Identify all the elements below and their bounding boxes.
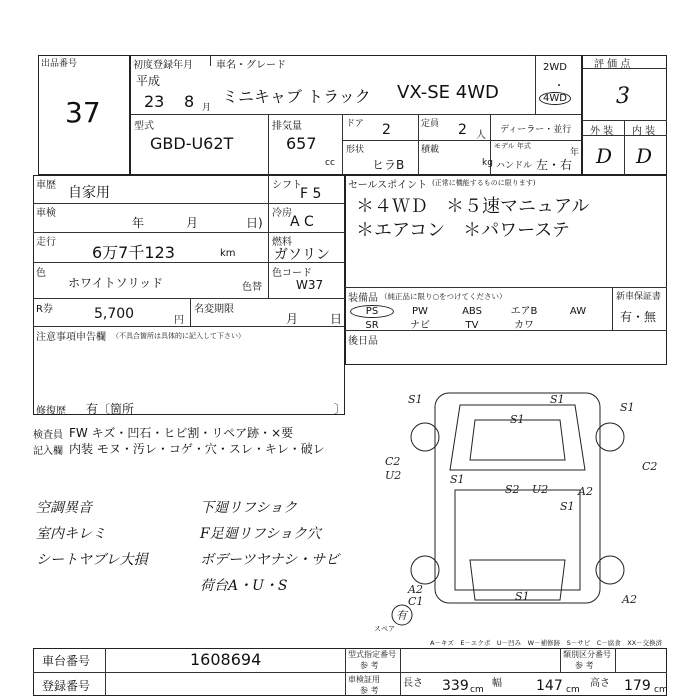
handwritten-right <box>200 495 380 599</box>
recycle-unit: 円 <box>174 315 184 326</box>
cert-sub: 参 考 <box>360 686 379 695</box>
mark-9: U2 <box>385 469 402 482</box>
inspector-label2: 記入欄 <box>33 446 63 457</box>
reg-label: 初度登録年月 <box>133 60 193 71</box>
disp-unit: cc <box>325 158 335 168</box>
rating-ext-label: 外 装 <box>590 126 614 137</box>
vehicle-diagram <box>380 375 670 630</box>
sales-line2: ＊エアコン ＊パワーステ <box>356 220 570 241</box>
reg-era: 平成 <box>136 74 161 88</box>
ac-label: 冷房 <box>272 208 292 219</box>
reg-expiry-month: 月 <box>286 312 299 326</box>
inspector-line2: 内装 モヌ・汚レ・コゲ・穴・スレ・キレ・破レ <box>69 442 325 456</box>
shape-label: 形状 <box>346 145 365 155</box>
inspector-label1: 検査員 <box>33 430 63 441</box>
cap-unit: 人 <box>476 130 486 141</box>
chassis-value: 1608694 <box>190 650 262 669</box>
class-no-label: 類別区分番号 <box>563 650 611 659</box>
inspection-year: 年 <box>132 216 145 230</box>
model-label: 車名・グレード <box>216 60 286 71</box>
height-value: 179 <box>624 678 651 694</box>
repair-value: 有〔箇所 <box>86 402 135 416</box>
dealer-label: ディーラー・並行 <box>500 125 572 135</box>
rating-score: 3 <box>616 84 630 109</box>
model-name: ミニキャブ トラック <box>222 87 371 106</box>
mark-7: A2 <box>578 485 593 498</box>
warranty-value: 有・無 <box>620 310 657 324</box>
model-year-label: モデル 年式 <box>494 142 531 150</box>
notes-note: （不具合箇所は具体的に記入して下さい） <box>112 332 245 340</box>
history-table <box>33 175 345 415</box>
hw-right-4: 荷台A・U・S <box>200 578 288 594</box>
ac-value: A C <box>290 214 314 230</box>
mark-12: A2 <box>408 583 423 596</box>
equip-pw: PW <box>412 306 428 317</box>
opt-dot: ・ <box>554 81 564 92</box>
spare-mark: 有 <box>396 609 407 622</box>
repair-close: 〕 <box>334 402 347 416</box>
fuel-value: ガソリン <box>274 247 330 263</box>
mark-14: S1 <box>515 590 530 603</box>
opt-2wd: 2WD <box>543 62 567 73</box>
diagram-legend: A－キズ E－エクボ U－凹み W－補修跡 S－サビ C－腐食 XX－交換済 <box>430 639 663 647</box>
equipment-label: 装備品 <box>348 293 378 304</box>
handle-label: ハンドル <box>496 161 533 171</box>
fuel-label: 燃料 <box>272 237 292 248</box>
mark-16: S1 <box>560 500 575 513</box>
equipment-note: （純正品に限り○をつけてください） <box>380 292 507 301</box>
inspector-line1: FW キズ・凹石・ヒビ割・リペア跡・×要 <box>69 426 294 440</box>
warranty-label: 新車保証書 <box>616 292 662 302</box>
width-value: 147 <box>536 678 563 694</box>
shape-value: ヒラB <box>372 158 405 172</box>
cap-value: 2 <box>458 122 467 138</box>
hw-left-1: 空調異音 <box>36 500 92 516</box>
mark-5: S2 <box>505 483 520 496</box>
mark-11: S1 <box>450 473 465 486</box>
sales-note: (正常に機能するものに限ります) <box>432 179 536 187</box>
header-table <box>130 55 582 175</box>
mark-2: S1 <box>510 413 525 426</box>
equip-airbag: エアB <box>510 306 538 317</box>
doors-value: 2 <box>382 122 391 138</box>
lot-box <box>38 55 130 175</box>
handle-value: 左・右 <box>536 158 573 172</box>
equip-navi: ナビ <box>410 320 430 331</box>
equipment-row2 <box>350 316 612 331</box>
type-value: GBD-U62T <box>150 134 234 153</box>
recycle-value: 5,700 <box>94 306 135 322</box>
sales-label: セールスポイント <box>348 180 428 191</box>
hw-left-2: 室内キレミ <box>36 526 106 542</box>
load-unit: kg <box>482 158 493 168</box>
shift-value: F 5 <box>300 186 322 202</box>
width-label: 幅 <box>492 678 502 689</box>
inspector-codes <box>33 420 353 460</box>
inspection-label: 車検 <box>36 208 56 219</box>
doors-label: ドア <box>346 119 364 129</box>
mark-6: U2 <box>532 483 549 496</box>
mark-3: S1 <box>620 401 635 414</box>
reg-year: 23 <box>144 92 165 111</box>
hw-left-3: シートヤブレ大損 <box>36 552 148 568</box>
spare-caption: スペア <box>374 625 395 633</box>
inspection-day: 日) <box>246 216 263 230</box>
shift-label: シフト <box>272 180 302 191</box>
equip-sr: SR <box>365 320 379 331</box>
color-change-label: 色替 <box>242 282 262 293</box>
repair-label: 修復歴 <box>36 406 66 417</box>
length-value: 339 <box>442 678 469 694</box>
rating-int-label: 内 装 <box>632 126 656 137</box>
handwritten-left <box>36 495 186 573</box>
model-grade: VX-SE 4WD <box>397 82 499 103</box>
disp-value: 657 <box>286 134 317 153</box>
width-unit: cm <box>566 685 580 695</box>
equip-aw: AW <box>569 306 587 317</box>
opt-4wd: 4WD <box>539 92 571 105</box>
colorcode-value: W37 <box>296 278 324 292</box>
mark-8: C2 <box>385 455 401 468</box>
cap-label: 定員 <box>421 119 440 129</box>
reg-month-unit: 月 <box>202 103 212 113</box>
rating-int: D <box>636 144 653 168</box>
colorcode-label: 色コード <box>272 268 312 279</box>
mark-15: A2 <box>622 593 637 606</box>
load-label: 積載 <box>421 145 440 155</box>
post-label: 後日品 <box>348 336 378 347</box>
lot-number: 37 <box>65 96 101 129</box>
mileage-label: 走行 <box>36 237 56 248</box>
equip-tv: TV <box>465 320 479 331</box>
sales-line1: ＊４ＷＤ ＊５速マニュアル <box>356 196 590 217</box>
reg-expiry-day: 日 <box>330 312 343 326</box>
mark-13: C1 <box>408 595 424 608</box>
cert-label: 車検証用 <box>348 675 380 684</box>
type-cert-sub: 参 考 <box>360 661 379 670</box>
model-year-unit: 年 <box>570 148 580 158</box>
color-label: 色 <box>36 268 46 279</box>
mark-10: C2 <box>642 460 658 473</box>
type-cert-label: 型式指定番号 <box>348 650 396 659</box>
equip-leather: カワ <box>514 320 534 331</box>
history-value: 自家用 <box>68 185 110 201</box>
height-label: 高さ <box>590 678 610 689</box>
reg-month: 8 <box>184 92 195 111</box>
history-label: 車歴 <box>36 180 56 191</box>
hw-right-1: 下廻リフショク <box>200 500 298 516</box>
equip-ps: PS <box>350 305 394 318</box>
hw-right-3: ボデーツヤナシ・サビ <box>200 552 340 568</box>
diagram-roof <box>470 420 565 460</box>
color-value: ホワイトソリッド <box>68 276 164 290</box>
chassis-label: 車台番号 <box>42 654 91 668</box>
regno-label: 登録番号 <box>42 679 91 693</box>
rating-ext: D <box>596 144 613 168</box>
mark-4: S1 <box>550 393 565 406</box>
mileage-value: 6万7千123 <box>92 243 175 262</box>
type-label: 型式 <box>134 121 154 132</box>
rating-label: 評 価 点 <box>594 59 631 70</box>
hw-right-2: F足廻リフショク穴 <box>200 526 321 542</box>
disp-label: 排気量 <box>272 121 302 132</box>
mileage-unit: km <box>220 248 236 259</box>
notes-label: 注意事項申告欄 <box>36 332 106 343</box>
height-unit: cm <box>654 685 668 695</box>
length-label: 長さ <box>403 678 423 689</box>
mark-1: S1 <box>408 393 423 406</box>
lot-label: 出品番号 <box>41 59 78 69</box>
inspection-month: 月 <box>186 216 199 230</box>
class-no-sub: 参 考 <box>575 661 594 670</box>
recycle-label: R券 <box>36 304 53 315</box>
length-unit: cm <box>470 685 484 695</box>
equip-abs: ABS <box>462 306 482 317</box>
reg-expiry-label: 名変期限 <box>194 304 234 315</box>
